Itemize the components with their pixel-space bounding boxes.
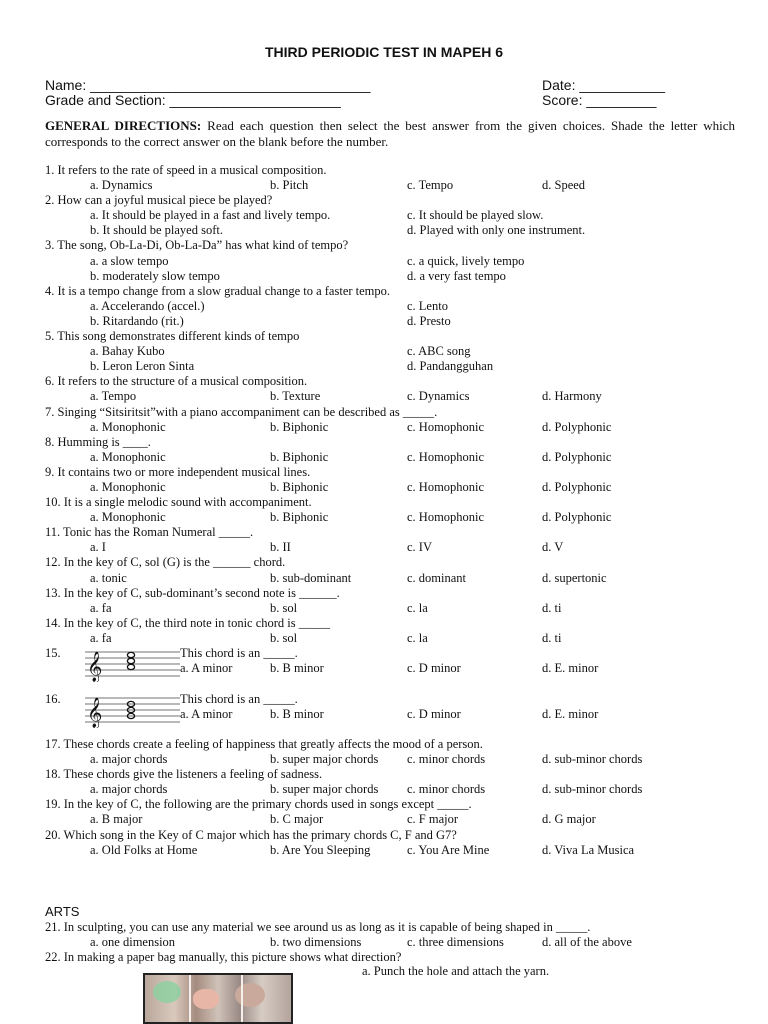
choice-d: d. E. minor bbox=[542, 706, 599, 721]
question-15 bbox=[45, 646, 745, 692]
question-text: 19. In the key of C, the following are the primary chords used in songs except _____. bbox=[45, 797, 472, 812]
svg-text:𝄞: 𝄞 bbox=[87, 652, 103, 682]
choice-b: b. super major chords bbox=[270, 782, 379, 797]
choice-d: d. supertonic bbox=[542, 570, 607, 585]
name-field: Name: ____________________________________ bbox=[45, 77, 371, 93]
choice-a: a. B major bbox=[90, 812, 143, 827]
choice-b: b. Biphonic bbox=[270, 419, 329, 434]
choice-c: c. Homophonic bbox=[407, 449, 485, 464]
svg-text:𝄞: 𝄞 bbox=[87, 697, 103, 728]
question-text: 13. In the key of C, sub-dominant’s second note is ______. bbox=[45, 585, 340, 600]
choice-c: c. ABC song bbox=[407, 344, 471, 359]
question-17 bbox=[45, 737, 745, 752]
choice-d: d. sub-minor chords bbox=[542, 782, 643, 797]
score-field: Score: _________ bbox=[542, 92, 657, 108]
choice-b: b. sol bbox=[270, 600, 298, 615]
question-13 bbox=[45, 586, 745, 601]
photo-detail bbox=[235, 983, 265, 1007]
choice-b: b. sub-dominant bbox=[270, 570, 352, 585]
choice-b: b. Pitch bbox=[270, 178, 309, 193]
choice-d: d. Pandangguhan bbox=[407, 359, 494, 374]
question-number: 16. bbox=[45, 691, 61, 706]
question-12 bbox=[45, 555, 745, 570]
choice-c: c. It should be played slow. bbox=[407, 208, 544, 223]
choice-b: b. Ritardando (rit.) bbox=[90, 313, 184, 328]
directions-label: GENERAL DIRECTIONS: bbox=[45, 118, 202, 133]
choice-d: d. G major bbox=[542, 812, 596, 827]
choice-d: d. Polyphonic bbox=[542, 419, 612, 434]
question-7 bbox=[45, 405, 745, 420]
question-17-choices bbox=[45, 752, 745, 767]
question-text: 1. It refers to the rate of speed in a musical composition. bbox=[45, 163, 327, 177]
choice-a: a. A minor bbox=[180, 661, 233, 675]
question-5-choices-row1 bbox=[45, 344, 745, 359]
choice-a: a. major chords bbox=[90, 782, 168, 797]
choice-d: d. all of the above bbox=[542, 935, 632, 950]
choice-a: a. It should be played in a fast and lively tempo. bbox=[90, 208, 331, 223]
question-text: 8. Humming is ____. bbox=[45, 434, 151, 449]
question-14 bbox=[45, 616, 745, 631]
choice-c: c. minor chords bbox=[407, 752, 486, 767]
choice-d: d. Harmony bbox=[542, 389, 602, 404]
photo-divider bbox=[241, 975, 243, 1024]
question-text: 9. It contains two or more independent musical lines. bbox=[45, 464, 311, 479]
question-text: 4. It is a tempo change from a slow gradual change to a faster tempo. bbox=[45, 283, 391, 298]
choice-a: a. a slow tempo bbox=[90, 253, 169, 268]
choice-c: c. la bbox=[407, 630, 428, 645]
choice-a: a. tonic bbox=[90, 570, 127, 585]
date-field: Date: ___________ bbox=[542, 77, 665, 93]
choice-a: a. Accelerando (accel.) bbox=[90, 298, 205, 313]
question-text: 12. In the key of C, sol (G) is the ______ chord. bbox=[45, 555, 286, 570]
choice-b: b. Biphonic bbox=[270, 510, 329, 525]
choice-a: a. fa bbox=[90, 630, 112, 645]
choice-d: d. V bbox=[542, 540, 564, 555]
question-text: 3. The song, Ob-La-Di, Ob-La-Da” has what kind of tempo? bbox=[45, 238, 349, 253]
paper-bag-photo bbox=[143, 973, 293, 1024]
question-10-choices bbox=[45, 510, 745, 525]
question-text: 7. Singing “Sitsiritsit”with a piano accompaniment can be described as _____. bbox=[45, 404, 438, 419]
question-20 bbox=[45, 828, 745, 843]
general-directions bbox=[45, 118, 735, 150]
choice-d: d. a very fast tempo bbox=[407, 268, 506, 283]
choice-c: c. You Are Mine bbox=[407, 842, 490, 857]
page-title: THIRD PERIODIC TEST IN MAPEH 6 bbox=[264, 44, 504, 60]
question-9-choices bbox=[45, 480, 745, 495]
choice-b: b. B minor bbox=[270, 661, 324, 675]
choice-b: b. super major chords bbox=[270, 752, 379, 767]
choice-a: a. Dynamics bbox=[90, 178, 153, 193]
choice-c: c. IV bbox=[407, 540, 432, 555]
choice-a: a. Old Folks at Home bbox=[90, 842, 198, 857]
choice-b: b. II bbox=[270, 540, 291, 555]
choice-a: a. Bahay Kubo bbox=[90, 344, 165, 359]
question-text: 22. In making a paper bag manually, this picture shows what direction? bbox=[45, 950, 402, 965]
choice-c: c. a quick, lively tempo bbox=[407, 253, 525, 268]
choice-c: c. Tempo bbox=[407, 178, 454, 193]
question-text: 2. How can a joyful musical piece be played? bbox=[45, 193, 273, 208]
question-text: 5. This song demonstrates different kinds of tempo bbox=[45, 329, 300, 344]
choice-c: c. Dynamics bbox=[407, 389, 470, 404]
question-10 bbox=[45, 495, 745, 510]
choice-c: c. dominant bbox=[407, 570, 467, 585]
question-5-choices-row2 bbox=[45, 359, 745, 374]
choice-c: c. D minor bbox=[407, 706, 461, 721]
photo-divider bbox=[189, 975, 191, 1024]
question-2 bbox=[45, 193, 745, 208]
chord-staff-image bbox=[85, 644, 180, 682]
choice-a: a. I bbox=[90, 540, 106, 555]
choice-b: b. C major bbox=[270, 812, 324, 827]
question-16 bbox=[45, 692, 745, 738]
question-text: 14. In the key of C, the third note in tonic chord is _____ bbox=[45, 615, 331, 630]
choice-c: c. three dimensions bbox=[407, 935, 504, 950]
section-heading: ARTS bbox=[45, 904, 80, 919]
choice-b: b. It should be played soft. bbox=[90, 223, 223, 238]
question-text: This chord is an _____. bbox=[180, 646, 298, 660]
question-20-choices bbox=[45, 843, 745, 858]
question-3-choices-row1 bbox=[45, 254, 745, 269]
question-13-choices bbox=[45, 601, 745, 616]
choice-b: b. two dimensions bbox=[270, 935, 362, 950]
choice-a: a. Punch the hole and attach the yarn. bbox=[362, 964, 550, 978]
question-5 bbox=[45, 329, 745, 344]
choice-b: b. moderately slow tempo bbox=[90, 268, 220, 283]
choice-a: a. major chords bbox=[90, 752, 168, 767]
question-9 bbox=[45, 465, 745, 480]
question-6 bbox=[45, 374, 745, 389]
choice-b: b. Biphonic bbox=[270, 449, 329, 464]
question-text: 17. These chords create a feeling of happiness that greatly affects the mood of a person. bbox=[45, 737, 483, 751]
choice-c: c. Homophonic bbox=[407, 479, 485, 494]
question-4-choices-row1 bbox=[45, 299, 745, 314]
choice-a: a. A minor bbox=[180, 706, 233, 721]
choice-a: a. Monophonic bbox=[90, 510, 166, 525]
choice-b: b. Texture bbox=[270, 389, 321, 404]
choice-b: b. Biphonic bbox=[270, 479, 329, 494]
choice-c: c. D minor bbox=[407, 661, 461, 675]
choice-a: a. Tempo bbox=[90, 389, 137, 404]
question-2-choices-row1 bbox=[45, 208, 745, 223]
choice-d: d. Speed bbox=[542, 178, 586, 193]
choice-a: a. fa bbox=[90, 600, 112, 615]
question-3 bbox=[45, 238, 745, 253]
question-12-choices bbox=[45, 571, 745, 586]
question-2-choices-row2 bbox=[45, 223, 745, 238]
question-18 bbox=[45, 767, 745, 782]
choice-d: d. Viva La Musica bbox=[542, 842, 635, 857]
question-11 bbox=[45, 525, 745, 540]
choice-c: c. la bbox=[407, 600, 428, 615]
question-4 bbox=[45, 284, 745, 299]
choice-d: d. Polyphonic bbox=[542, 479, 612, 494]
choice-d: d. ti bbox=[542, 630, 562, 645]
question-11-choices bbox=[45, 540, 745, 555]
question-19 bbox=[45, 797, 745, 812]
choice-a: a. Monophonic bbox=[90, 449, 166, 464]
question-1 bbox=[45, 163, 745, 178]
choice-b: b. Are You Sleeping bbox=[270, 842, 371, 857]
choice-d: d. sub-minor chords bbox=[542, 752, 643, 767]
question-1-choices bbox=[45, 178, 745, 193]
question-text: 18. These chords give the listeners a feeling of sadness. bbox=[45, 767, 323, 782]
choice-c: c. minor chords bbox=[407, 782, 486, 797]
choice-d: d. E. minor bbox=[542, 661, 599, 675]
question-4-choices-row2 bbox=[45, 314, 745, 329]
question-text: 20. Which song in the Key of C major which has the primary chords C, F and G7? bbox=[45, 827, 457, 842]
choice-c: c. Homophonic bbox=[407, 510, 485, 525]
question-3-choices-row2 bbox=[45, 269, 745, 284]
chord-staff-image bbox=[85, 690, 180, 728]
choice-b: b. sol bbox=[270, 630, 298, 645]
choice-d: d. Polyphonic bbox=[542, 449, 612, 464]
choice-b: b. B minor bbox=[270, 706, 324, 721]
choice-b: b. Leron Leron Sinta bbox=[90, 359, 195, 374]
photo-detail bbox=[193, 989, 219, 1009]
arts-section bbox=[45, 904, 745, 965]
question-text: 21. In sculpting, you can use any material we see around us as long as it is capable of being shaped in _____. bbox=[45, 920, 591, 934]
question-text: 10. It is a single melodic sound with accompaniment. bbox=[45, 495, 312, 510]
question-number: 15. bbox=[45, 646, 61, 660]
question-21 bbox=[45, 920, 745, 935]
choice-d: d. Polyphonic bbox=[542, 510, 612, 525]
question-7-choices bbox=[45, 420, 745, 435]
question-text: 11. Tonic has the Roman Numeral _____. bbox=[45, 525, 254, 540]
question-18-choices bbox=[45, 782, 745, 797]
directions-text: Read each question then select the best answer from the given choices. Shade the letter which corresponds to the correct answer on the blank before the number. bbox=[45, 118, 735, 149]
question-text: 6. It refers to the structure of a musical composition. bbox=[45, 374, 308, 389]
question-6-choices bbox=[45, 389, 745, 404]
choice-d: d. Presto bbox=[407, 313, 451, 328]
question-19-choices bbox=[45, 812, 745, 827]
music-questions bbox=[45, 163, 745, 858]
choice-a: a. Monophonic bbox=[90, 419, 166, 434]
choice-c: c. F major bbox=[407, 812, 459, 827]
choice-c: c. Lento bbox=[407, 298, 448, 313]
question-text: This chord is an _____. bbox=[180, 691, 298, 706]
question-21-choices bbox=[45, 935, 745, 950]
choice-d: d. ti bbox=[542, 600, 562, 615]
choice-a: a. Monophonic bbox=[90, 479, 166, 494]
grade-section-field: Grade and Section: ______________________ bbox=[45, 92, 341, 108]
photo-detail bbox=[153, 981, 181, 1003]
choice-a: a. one dimension bbox=[90, 935, 176, 950]
question-8-choices bbox=[45, 450, 745, 465]
choice-c: c. Homophonic bbox=[407, 419, 485, 434]
choice-d: d. Played with only one instrument. bbox=[407, 223, 586, 238]
question-8 bbox=[45, 435, 745, 450]
